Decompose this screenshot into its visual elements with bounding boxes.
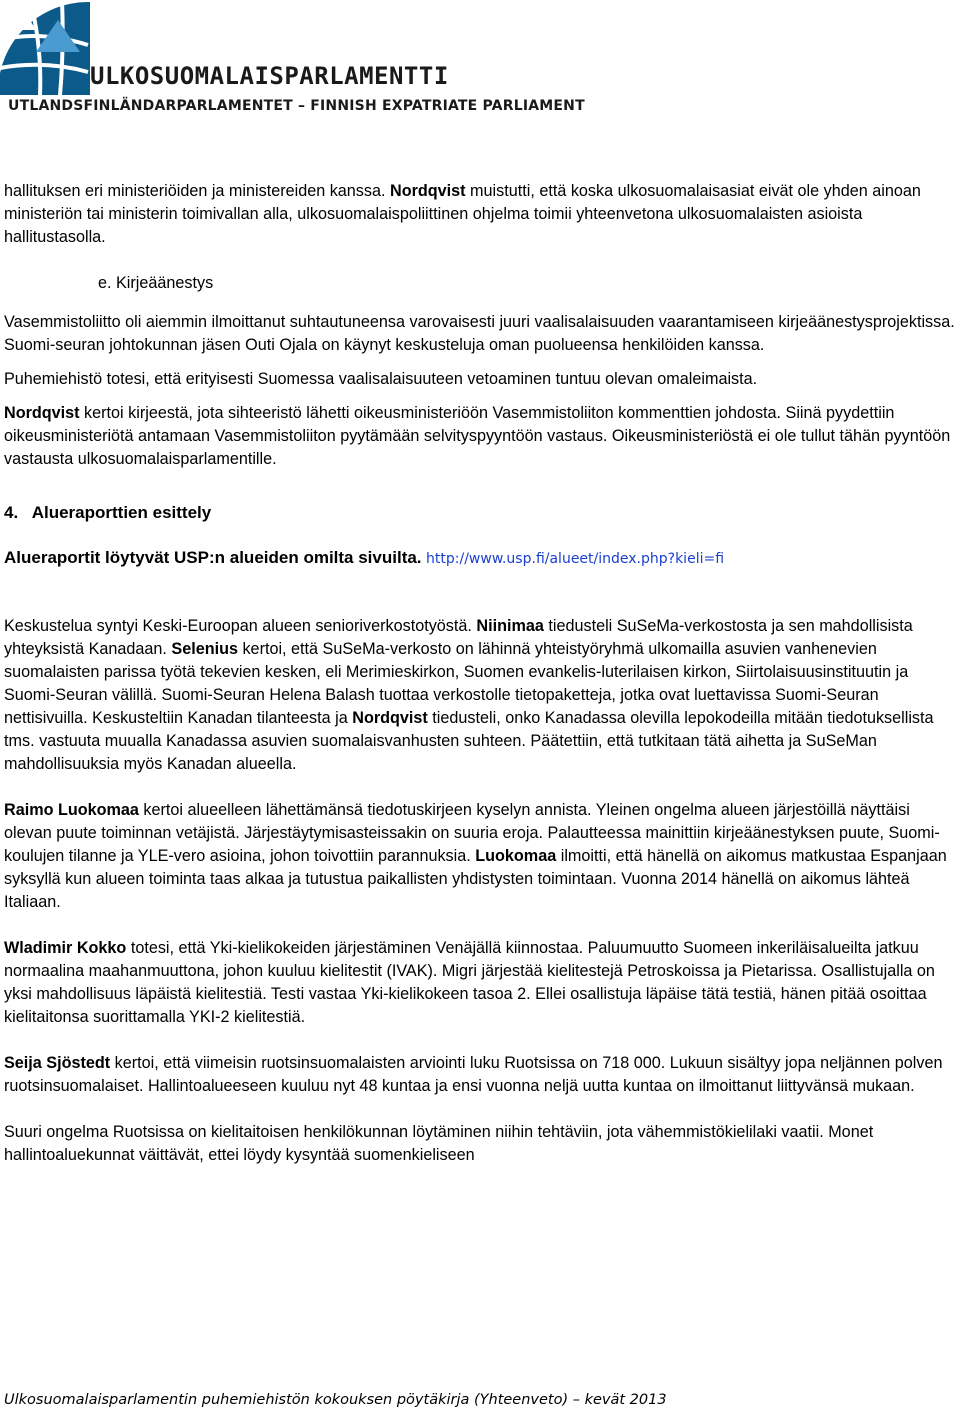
paragraph: hallituksen eri ministeriöiden ja ministereiden kanssa. Nordqvist muistutti, että koska ulkosuomalaisasiat eivät ole yhden ainoan ministeriön tai ministerin toimivallan alla, ulkosuomalaispoliittinen ohjelma toimii yhteenvetona ulkosuomalaisten asioista hallitustasolla. <box>4 182 921 246</box>
paragraph: Keskustelua syntyi Keski-Euroopan alueen senioriverkostotyöstä. Niinimaa tiedusteli SuSeMa-verkostosta ja sen mahdollisista yhteyksistä Kanadaan. Selenius kertoi, että SuSeMa-verkosto on lähinnä yhteistyöryhmä ulkomailla asuvien vanhenevien suomalaisten parissa työtä tekevien kesken, eli Merimieskirkon, Suomen evankelis-luterilaisen kirkon, Siirtolaisuusinstituutin ja Suomi-Seuran välillä. Suomi-Seuran Helena Balash tuottaa verkostolle tietopaketteja, jotka ovat luettavissa Suomi-Seuran nettisivuilla. Keskusteltiin Kanadan tilanteesta ja Nordqvist tiedusteli, onko Kanadassa olevilla lepokodeilla mitään tiedotuksellista tms. vastuuta muualla Kanadassa asuvien suomalaisvanhusten suhteen. Päätettiin, että tutkitaan tätä aihetta ja SuSeMan mahdollisuuksia myös Kanadan alueella. <box>4 617 934 773</box>
speaker-name: Raimo Luokomaa <box>4 801 139 819</box>
organization-subtitle: UTLANDSFINLÄNDARPARLAMENTET – FINNISH EXPATRIATE PARLIAMENT <box>8 98 585 114</box>
paragraph: Nordqvist kertoi kirjeestä, jota sihteeristö lähetti oikeusministeriöön Vasemmistoliiton kommenttien johdosta. Siinä pyydettiin oikeusministeriötä antamaan Vasemmistoliiton pyytämään selvityspyyntöön vastaus. Oikeusministeriöstä ei ole tullut tähän pyyntöön vastausta ulkosuomalaisparlamentille. <box>4 404 951 468</box>
speaker-name: Niinimaa <box>476 617 544 635</box>
usp-globe-logo-icon <box>0 0 90 95</box>
speaker-name: Wladimir Kokko <box>4 939 127 957</box>
reports-line: Alueraportit löytyvät USP:n alueiden omilta sivuilta. http://www.usp.fi/alueet/index.php?kieli=fi <box>4 548 725 567</box>
speaker-name: Nordqvist <box>352 709 428 727</box>
section-heading: 4. Alueraporttien esittely <box>4 503 212 522</box>
paragraph: Seija Sjöstedt kertoi, että viimeisin ruotsinsuomalaisten arviointi luku Ruotsissa on 718 000. Lukuun sisältyy jopa neljännen polven ruotsinsuomalaiset. Hallintoalueeseen kuuluu nyt 48 kuntaa ja ensi vuonna neljä uutta kuntaa on ilmoittanut liittyvänsä mukaan. <box>4 1054 943 1095</box>
paragraph: Vasemmistoliitto oli aiemmin ilmoittanut suhtautuneensa varovaisesti juuri vaalisalaisuuden vaarantamiseen kirjeäänestysprojektissa. Suomi-seuran johtokunnan jäsen Outi Ojala on käynyt keskusteluja oman puolueensa henkilöiden kanssa. <box>4 313 955 354</box>
document-body <box>4 180 956 1167</box>
document-footer: Ulkosuomalaisparlamentin puhemiehistön kokouksen pöytäkirja (Yhteenveto) – kevät 2013 <box>4 1392 667 1408</box>
paragraph: Puhemiehistö totesi, että erityisesti Suomessa vaalisalaisuuteen vetoaminen tuntuu olevan omaleimaista. <box>4 370 758 388</box>
speaker-name: Nordqvist <box>390 182 466 200</box>
reports-link[interactable]: http://www.usp.fi/alueet/index.php?kieli=fi <box>426 551 725 567</box>
speaker-name: Luokomaa <box>475 847 557 865</box>
speaker-name: Selenius <box>171 640 238 658</box>
paragraph: Raimo Luokomaa kertoi alueelleen lähettämänsä tiedotuskirjeen kyselyn annista. Yleinen ongelma alueen järjestöillä näyttäisi olevan puute toiminnan vetäjistä. Järjestäytymisasteissakin on suuria eroja. Palautteessa mainittiin kirjeäänestyksen puute, Suomi-koulujen tilanne ja YLE-vero asioina, johon toivottiin parannuksia. Luokomaa ilmoitti, että hänellä on aikomus matkustaa Espanjaan syksyllä kun alueen toiminta taas alkaa ja tutustua paikallisten yhdistysten toimintaan. Vuonna 2014 hänellä on aikomus lähteä Italiaan. <box>4 801 947 911</box>
paragraph: Suuri ongelma Ruotsissa on kielitaitoisen henkilökunnan löytäminen niihin tehtäviin, jota vähemmistökielilaki vaatii. Monet hallintoaluekunnat väittävät, ettei löydy kysyntää suomenkieliseen <box>4 1123 874 1164</box>
organization-title: ULKOSUOMALAISPARLAMENTTI <box>90 62 449 90</box>
speaker-name: Seija Sjöstedt <box>4 1054 111 1072</box>
document-header <box>0 0 960 125</box>
subheading-kirjeaanestys: e. Kirjeäänestys <box>98 274 214 292</box>
speaker-name: Nordqvist <box>4 404 80 422</box>
paragraph: Wladimir Kokko totesi, että Yki-kielikokeiden järjestäminen Venäjällä kiinnostaa. Paluumuutto Suomeen inkeriläisalueilta jatkuu normaalina maahanmuuttona, johon kuuluu kielitestit (IVAK). Migri järjestää kielitestejä Petroskoissa ja Pietarissa. Osallistujalla on yksi mahdollisuus läpäistä kielitestiä. Testi vastaa Yki-kielikokeen tasoa 2. Ellei osallistuja läpäise tätä testiä, hänen pitää osoittaa kielitaitonsa suorittamalla YKI-2 kielitestiä. <box>4 939 935 1026</box>
